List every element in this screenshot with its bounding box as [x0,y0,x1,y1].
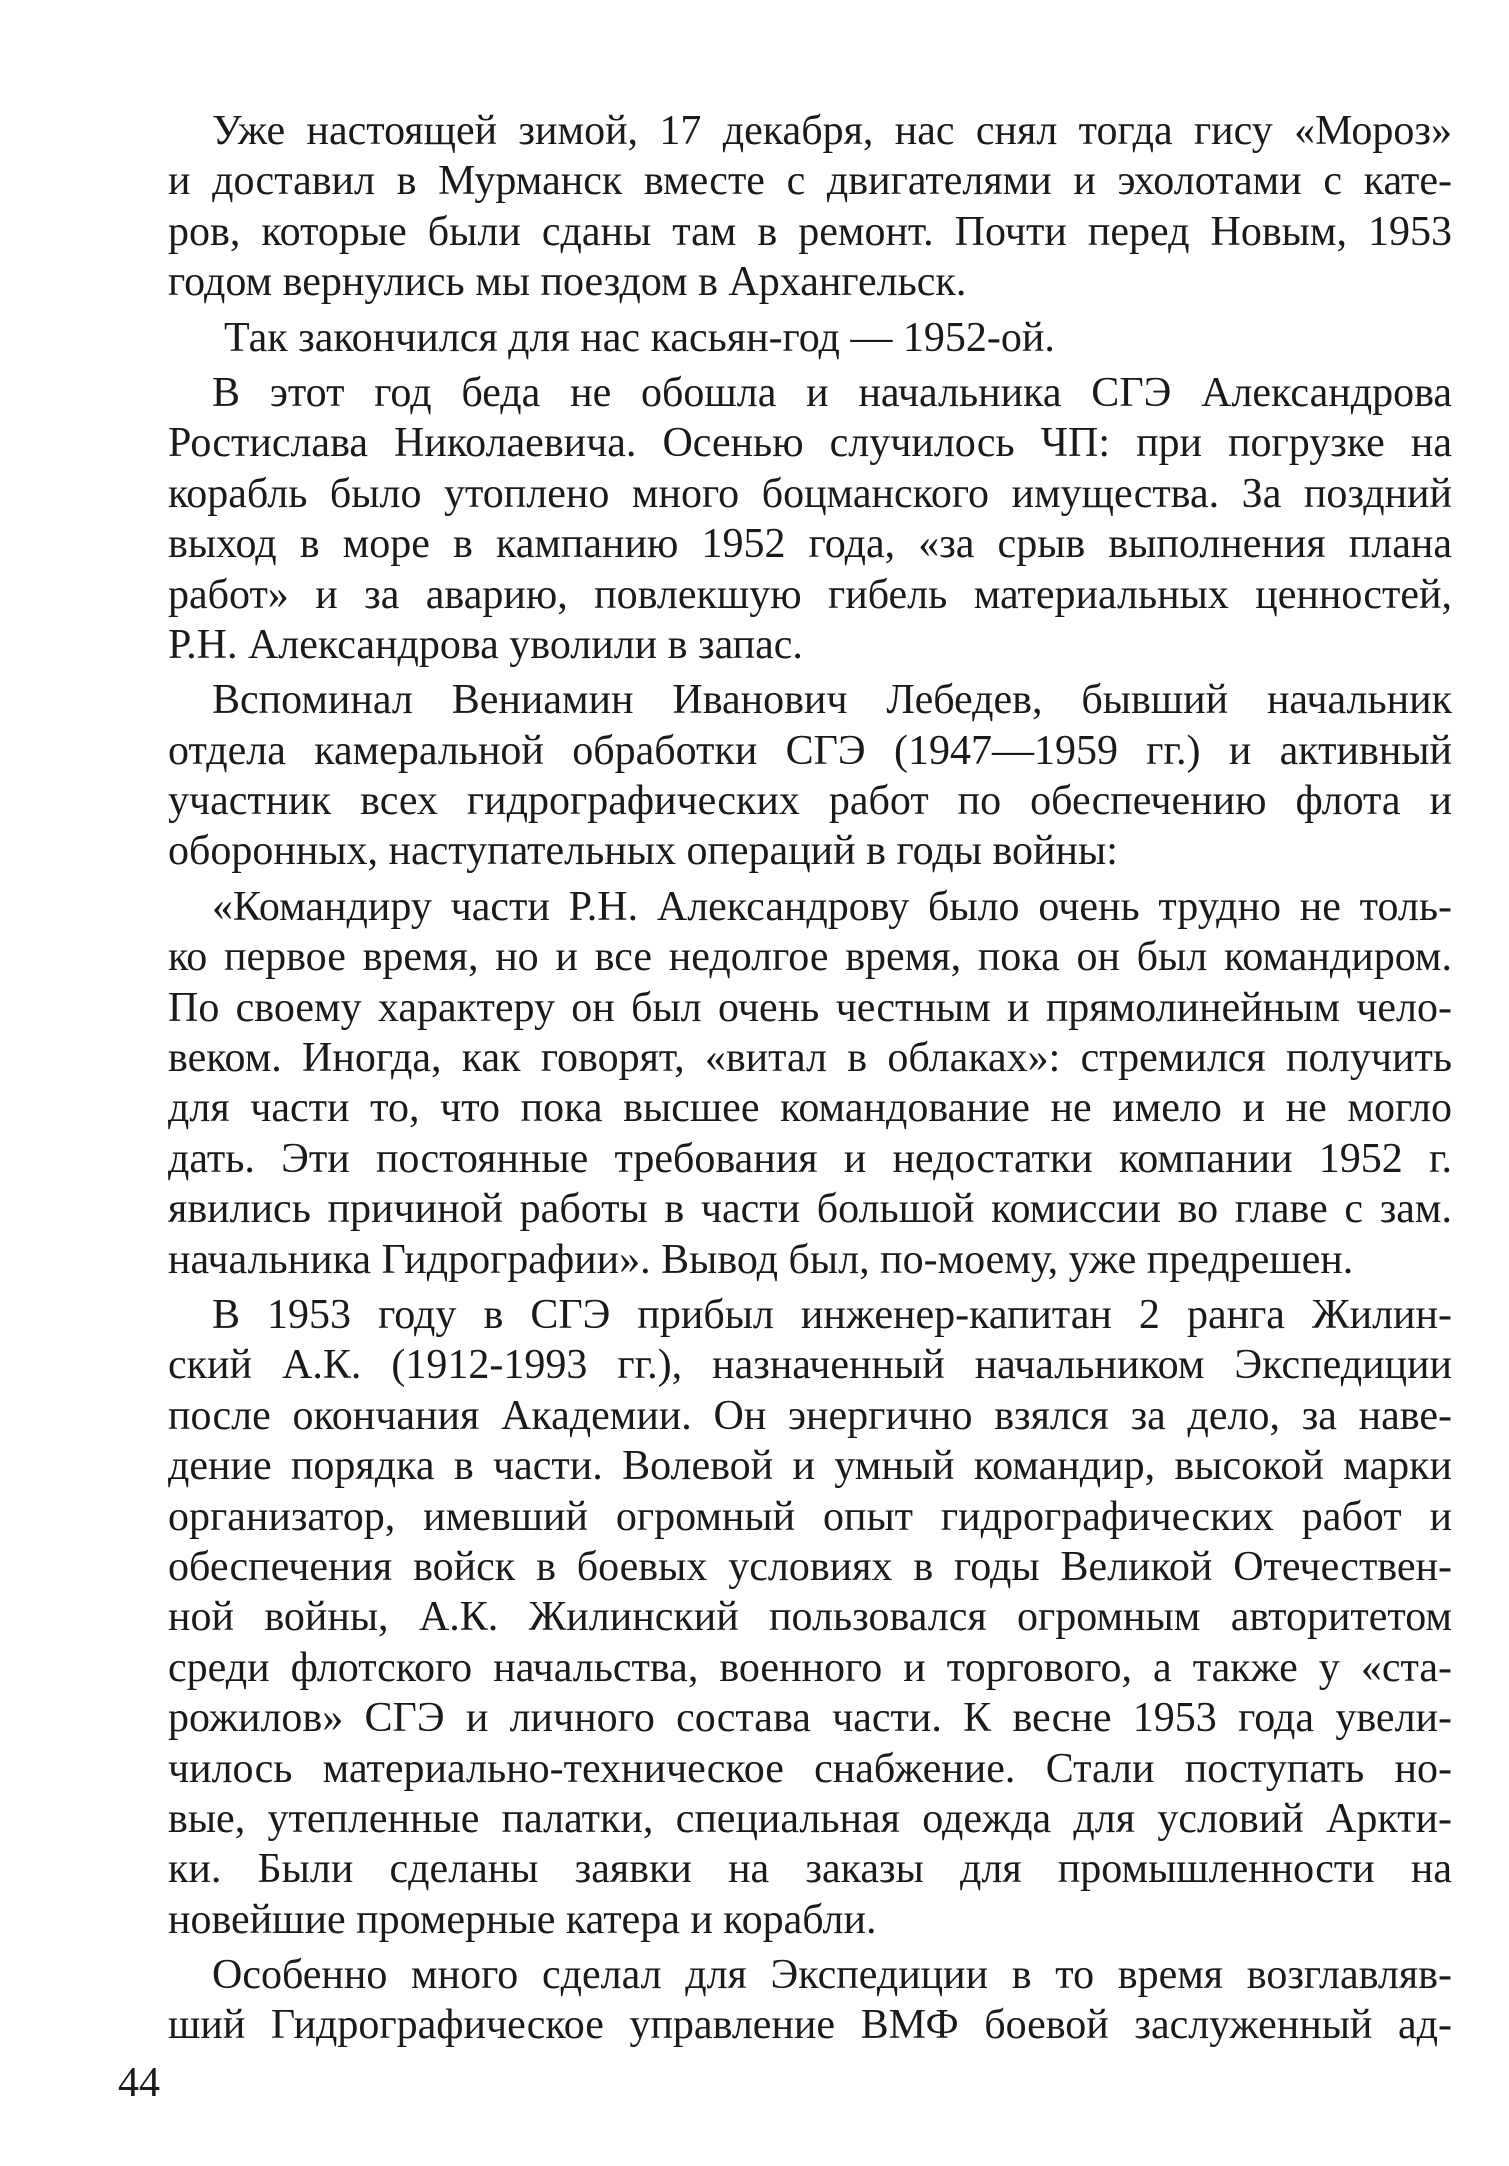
paragraph [168,675,1452,877]
text-line: вые, утепленные палатки, специальная одежда для условий Аркти- [168,1795,1452,1842]
text-line: Уже настоящей зимой, 17 декабря, нас снял тогда гису «Мороз» [212,108,1452,154]
text-line: обеспечения войск в боевых условиях в годы Великой Отечествен- [168,1543,1452,1590]
text-line: Р.Н. Александрова уволили в запас. [168,621,803,668]
paragraph [168,368,1452,670]
text-line: веком. Иногда, как говорят, «витал в облаках»: стремился получить [168,1035,1452,1082]
text-line: Особенно много сделал для Экспедиции в то время возглавляв- [212,1952,1452,1999]
page-number: 44 [118,2060,160,2106]
text-line: среди флотского начальства, военного и торгового, а также у «ста- [168,1644,1452,1691]
text-line: ший Гидрографическое управление ВМФ боевой заслуженный ад- [168,2002,1452,2049]
text-line: Вспоминал Вениамин Иванович Лебедев, бывший начальник [212,677,1452,724]
text-line: отдела камеральной обработки СГЭ (1947—1959 гг.) и активный [168,727,1452,774]
text-line: чилось материально-техническое снабжение. Стали поступать но- [168,1745,1452,1792]
paragraph [168,1950,1452,2051]
text-line: после окончания Академии. Он энергично взялся за дело, за наве- [168,1392,1452,1439]
text-line: дать. Эти постоянные требования и недостатки компании 1952 г. [168,1135,1452,1182]
text-line: работ» и за аварию, повлекшую гибель материальных ценностей, [168,571,1452,618]
text-line: участник всех гидрографических работ по обеспечению флота и [168,778,1452,825]
text-line: новейшие промерные катера и корабли. [168,1896,877,1943]
text-line: ки. Были сделаны заявки на заказы для промышленности на [168,1846,1452,1893]
text-line: «Командиру части Р.Н. Александрову было очень трудно не толь- [212,883,1452,930]
text-line: организатор, имевший огромный опыт гидрографических работ и [168,1493,1452,1540]
text-line: В этот год беда не обошла и начальника СГЭ Александрова [212,369,1452,416]
paragraph [168,1290,1452,1945]
text-line: Ростислава Николаевича. Осенью случилось ЧП: при погрузке на [168,420,1452,467]
text-line: оборонных, наступательных операций в годы войны: [168,828,1118,875]
page-body [168,106,1452,2056]
paragraph [168,106,1452,308]
text-line: годом вернулись мы поездом в Архангельск. [168,259,967,306]
text-line: ной войны, А.К. Жилинский пользовался огромным авторитетом [168,1594,1452,1641]
text-line: явились причиной работы в части большой комиссии во главе с зам. [168,1186,1452,1233]
text-line: для части то, что пока высшее командование не имело и не могло [168,1085,1452,1132]
text-line: ский А.К. (1912-1993 гг.), назначенный начальником Экспедиции [168,1342,1452,1389]
text-line: выход в море в кампанию 1952 года, «за срыв выполнения плана [168,521,1452,568]
text-line: дение порядка в части. Волевой и умный командир, высокой марки [168,1443,1452,1490]
text-line: корабль было утоплено много боцманского имущества. За поздний [168,470,1452,517]
text-line: Так закончился для нас касьян-год — 1952-ой. [224,314,1055,361]
text-line: ко первое время, но и все недолгое время, пока он был командиром. [168,934,1452,981]
text-line: рожилов» СГЭ и личного состава части. К весне 1953 года увели- [168,1695,1452,1742]
text-line: По своему характеру он был очень честным и прямолинейным чело- [168,984,1452,1031]
paragraph [168,313,1452,363]
text-line: ров, которые были сданы там в ремонт. Почти перед Новым, 1953 [168,208,1452,255]
text-line: и доставил в Мурманск вместе с двигателями и эхолотами с кате- [168,158,1452,205]
text-line: начальника Гидрографии». Вывод был, по-моему, уже предрешен. [168,1236,1354,1283]
text-line: В 1953 году в СГЭ прибыл инженер-капитан 2 ранга Жилин- [212,1291,1452,1338]
paragraph [168,882,1452,1285]
